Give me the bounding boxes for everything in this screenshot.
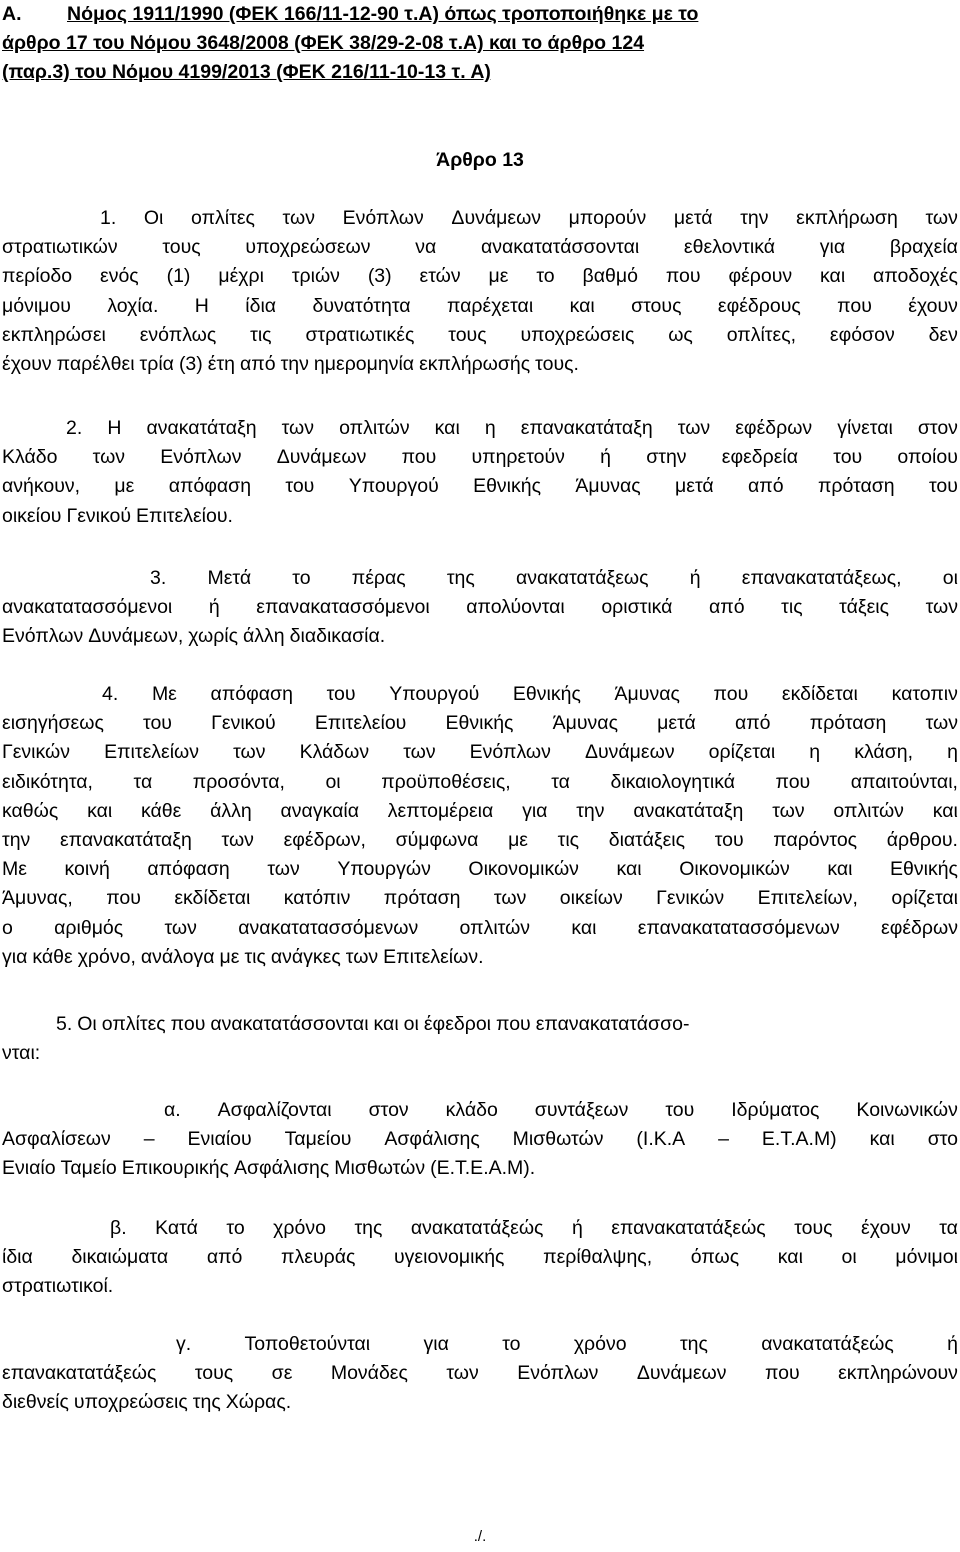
- heading-title: Νόμος 1911/1990 (ΦΕΚ 166/11-12-90 τ.Α) όπως τροποποιήθηκε με το: [67, 3, 699, 25]
- heading-line-2: άρθρο 17 του Νόμου 3648/2008 (ΦΕΚ 38/29-2-08 τ.Α) και το άρθρο 124: [2, 32, 645, 54]
- paragraph-p1-line-3: περίοδο ενός (1) μέχρι τριών (3) ετών με το βαθμό που φέρουν και αποδοχές: [2, 265, 958, 288]
- paragraph-p1-line-2: στρατιωτικών τους υποχρεώσεων να ανακατατάσσονται εθελοντικά για βραχεία: [2, 236, 958, 259]
- paragraph-pc-line-3: διεθνείς υποχρεώσεις της Χώρας.: [2, 1391, 292, 1414]
- paragraph-p4-line-5: καθώς και κάθε άλλη αναγκαία λεπτομέρεια για την ανακατάταξη των οπλιτών και: [2, 799, 958, 822]
- paragraph-p4-line-9: ο αριθμός των ανακατατασσόμενων οπλιτών και επανακατατασσόμενων εφέδρων: [2, 916, 958, 939]
- paragraph-p2-line-2: Κλάδο των Ενόπλων Δυνάμεων που υπηρετούν ή στην εφεδρεία του οποίου: [2, 446, 958, 469]
- paragraph-p3-line-2: ανακατατασσόμενοι ή επανακατασσόμενοι απολύονται οριστικά από τις τάξεις των: [2, 596, 958, 619]
- paragraph-pc-line-2: επανακατατάξεώς τους σε Μονάδες των Ενόπλων Δυνάμεων που εκπληρώνουν: [2, 1362, 958, 1385]
- paragraph-p4-line-10: για κάθε χρόνο, ανάλογα με τις ανάγκες των Επιτελείων.: [2, 945, 484, 968]
- heading-line-3: (παρ.3) του Νόμου 4199/2013 (ΦΕΚ 216/11-10-13 τ. Α): [2, 61, 491, 83]
- document-heading: [2, 0, 958, 87]
- heading-label: Α.: [2, 3, 22, 25]
- paragraph-p5-line-1: 5. Οι οπλίτες που ανακατατάσσονται και οι έφεδροι που επανακατατάσσο-: [56, 1013, 690, 1035]
- paragraph-pb-line-1: β. Κατά το χρόνο της ανακατατάξεώς ή επανακατατάξεώς τους έχουν τα: [110, 1217, 958, 1239]
- paragraph-p4-line-2: εισηγήσεως του Γενικού Επιτελείου Εθνικής Άμυνας μετά από πρόταση των: [2, 712, 958, 735]
- paragraph-p4-line-6: την επανακατάταξη των εφέδρων, σύμφωνα με τις διατάξεις του παρόντος άρθρου.: [2, 829, 958, 851]
- paragraph-pc-line-1: γ. Τοποθετούνται για το χρόνο της ανακατατάξεώς ή: [176, 1333, 958, 1355]
- paragraph-pa-line-1: α. Ασφαλίζονται στον κλάδο συντάξεων του Ιδρύματος Κοινωνικών: [164, 1099, 958, 1121]
- paragraph-p4-line-1: 4. Με απόφαση του Υπουργού Εθνικής Άμυνας που εκδίδεται κατοπιν: [102, 683, 958, 705]
- paragraph-p4-line-4: ειδικότητα, τα προσόντα, οι προϋποθέσεις, τα δικαιολογητικά που απαιτούνται,: [2, 770, 958, 793]
- paragraph-p1-line-5: εκπληρώσει ενόπλως τις στρατιωτικές τους υποχρεώσεις ως οπλίτες, εφόσον δεν: [2, 323, 958, 346]
- paragraph-p2-line-3: ανήκουν, με απόφαση του Υπουργού Εθνικής Άμυνας μετά από πρόταση του: [2, 475, 958, 498]
- paragraph-p2-line-1: 2. Η ανακατάταξη των οπλιτών και η επανακατάταξη των εφέδρων γίνεται στον: [66, 417, 958, 439]
- article-title: Άρθρο 13: [436, 149, 524, 171]
- paragraph-p5-line-2: νται:: [2, 1042, 41, 1065]
- page-end-mark: ./.: [473, 1528, 487, 1545]
- paragraph-p3-line-3: Ενόπλων Δυνάμεων, χωρίς άλλη διαδικασία.: [2, 625, 386, 648]
- paragraph-p2-line-4: οικείου Γενικού Επιτελείου.: [2, 504, 233, 527]
- paragraph-pb-line-3: στρατιωτικοί.: [2, 1275, 114, 1298]
- paragraph-p3-line-1: 3. Μετά το πέρας της ανακατατάξεως ή επανακατατάξεως, οι: [150, 567, 958, 589]
- paragraph-pb-line-2: ίδια δικαιώματα από πλευράς υγειονομικής περίθαλψης, όπως και οι μόνιμοι: [2, 1246, 958, 1269]
- paragraph-p4-line-3: Γενικών Επιτελείων των Κλάδων των Ενόπλων Δυνάμεων ορίζεται η κλάση, η: [2, 741, 958, 764]
- paragraph-p4-line-7: Με κοινή απόφαση των Υπουργών Οικονομικών και Οικονομικών και Εθνικής: [2, 858, 958, 881]
- paragraph-p1-line-6: έχουν παρέλθει τρία (3) έτη από την ημερομηνία εκπλήρωσής τους.: [2, 353, 579, 375]
- paragraph-pa-line-3: Ενιαίο Ταμείο Επικουρικής Ασφάλισης Μισθωτών (Ε.Τ.Ε.Α.Μ).: [2, 1157, 536, 1180]
- heading-line-1: [2, 0, 958, 29]
- paragraph-p4-line-8: Άμυνας, που εκδίδεται κατόπιν πρόταση των οικείων Γενικών Επιτελείων, ορίζεται: [2, 887, 958, 910]
- paragraph-p1-line-4: μόνιμου λοχία. Η ίδια δυνατότητα παρέχεται και στους εφέδρους που έχουν: [2, 294, 958, 317]
- paragraph-p1-line-1: 1. Οι οπλίτες των Ενόπλων Δυνάμεων μπορούν μετά την εκπλήρωση των: [100, 207, 958, 229]
- paragraph-pa-line-2: Ασφαλίσεων – Ενιαίου Ταμείου Ασφάλισης Μισθωτών (Ι.Κ.Α – Ε.Τ.Α.Μ) και στο: [2, 1128, 958, 1151]
